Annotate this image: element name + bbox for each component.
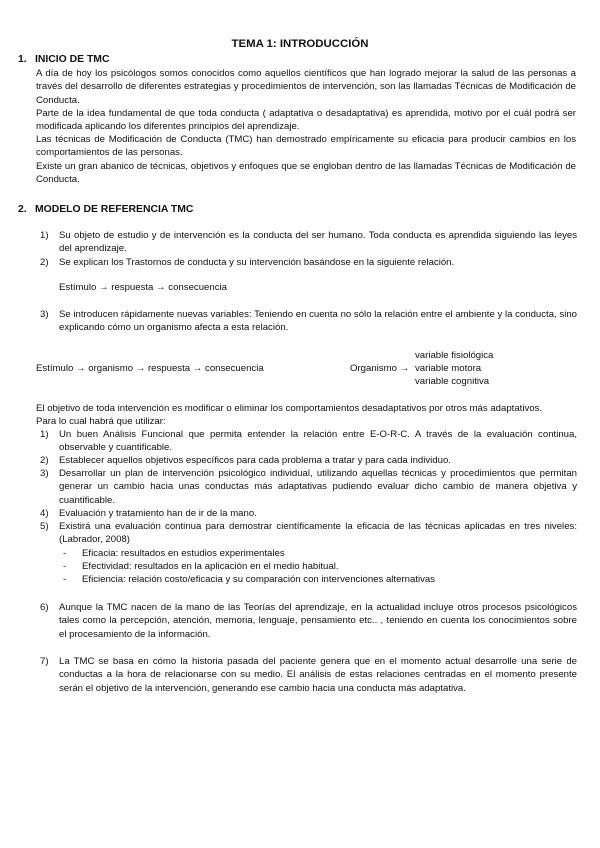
paragraph: A día de hoy los psicólogos somos conocidos como aquellos científicos que han logrado mejorar la salud de las personas a través del desarrollo de diferentes estrategias y procedimientos de intervención, son las llamadas Técnicas de Modificación de Conducta. [36, 68, 576, 106]
paragraph: Las técnicas de Modificación de Conducta (TMC) han demostrado empíricamente su eficacia para producir cambios en los comportamientos de las personas. [36, 134, 576, 159]
level-text: Efectividad: resultados en la aplicación en el medio habitual. [82, 561, 339, 572]
formula-simple: Estímulo → respuesta → consecuencia [59, 282, 227, 293]
list-text: Evaluación y tratamiento han de ir de la mano. [59, 508, 257, 519]
section-number: 1. [18, 54, 27, 65]
list-text: Un buen Análisis Funcional que permita entender la relación entre E-O-R-C. A través de la evaluación continua, observable y cuantificable. [59, 429, 577, 454]
dash-bullet: - [63, 574, 67, 585]
section-heading-inicio [18, 53, 109, 66]
section-heading-modelo [18, 203, 193, 216]
formula-extended: Estímulo → organismo → respuesta → consecuencia [36, 363, 264, 374]
list-text: Existirá una evaluación continua para demostrar científicamente la eficacia de las técnicas aplicadas en tres niveles: (Labrador, 2008) [59, 521, 577, 546]
objective-text: El objetivo de toda intervención es modificar o eliminar los comportamientos desadaptativos por otros más adaptativos. [36, 403, 543, 414]
list-number: 6) [40, 602, 49, 613]
list-number: 1) [40, 429, 49, 440]
section-title: MODELO DE REFERENCIA TMC [35, 204, 194, 215]
list-number: 3) [40, 468, 49, 479]
list-number: 5) [40, 521, 49, 532]
dash-bullet: - [63, 561, 67, 572]
list-text: La TMC se basa en cómo la historia pasada del paciente genera que en el momento actual desarrolle una serie de conductas a la hora de relacionarse con su medio. El análisis de estas relaciones centradas en el momento presente serán el objetivo de la intervención, generando ese cambio hacia una conducta más adaptativa. [59, 656, 577, 694]
list-text: Se introducen rápidamente nuevas variables: Teniendo en cuenta no sólo la relación entre el ambiente y la conducta, sino explicando cómo un organismo afecta a esta relación. [59, 309, 577, 334]
list-number: 3) [40, 309, 49, 320]
paragraph: Parte de la idea fundamental de que toda conducta ( adaptativa o desadaptativa) es aprendida, motivo por el cuál podrá ser modificada aplicando los diferentes principios del aprendizaje. [36, 108, 576, 133]
paragraph: Existe un gran abanico de técnicas, objetivos y enfoques que se engloban dentro de las llamadas Técnicas de Modificación de Conducta. [36, 161, 576, 186]
organism-variable: variable fisiológica [415, 350, 494, 361]
list-text: Su objeto de estudio y de intervención es la conducta del ser humano. Toda conducta es aprendida siguiendo las leyes del aprendizaje. [59, 230, 577, 255]
list-number: 2) [40, 455, 49, 466]
lead-text: Para lo cual habrá que utilizar: [36, 416, 166, 427]
list-number: 1) [40, 230, 49, 241]
list-number: 2) [40, 257, 49, 268]
dash-bullet: - [63, 548, 67, 559]
list-number: 4) [40, 508, 49, 519]
section-number: 2. [18, 204, 27, 215]
organism-label: Organismo → [350, 363, 410, 374]
level-text: Eficacia: resultados en estudios experimentales [82, 548, 285, 559]
list-number: 7) [40, 656, 49, 667]
list-text: Se explican los Trastornos de conducta y su intervención basándose en la siguiente relación. [59, 257, 455, 268]
list-text: Desarrollar un plan de intervención psicológico individual, utilizando aquellas técnicas y procedimientos que permitan generar un cambio hacia unas conductas más adaptativas pudiendo evaluar dicho cambio de manera objetiva y cuantificable. [59, 468, 577, 506]
section-title: INICIO DE TMC [35, 54, 110, 65]
organism-variable: variable motora [415, 363, 482, 374]
list-text: Aunque la TMC nacen de la mano de las Teorías del aprendizaje, en la actualidad incluye otros procesos psicológicos tales como la percepción, atención, memoria, lenguaje, pensamiento etc.. , teniendo en cuenta los conocimientos sobre el procesamiento de la información. [59, 602, 577, 640]
level-text: Eficiencia: relación costo/eficacia y su comparación con intervenciones alternativas [82, 574, 436, 585]
organism-variable: variable cognitiva [415, 376, 490, 387]
page-title: TEMA 1: INTRODUCCIÓN [231, 38, 369, 50]
list-text: Establecer aquellos objetivos específicos para cada problema a tratar y para cada individuo. [59, 455, 451, 466]
